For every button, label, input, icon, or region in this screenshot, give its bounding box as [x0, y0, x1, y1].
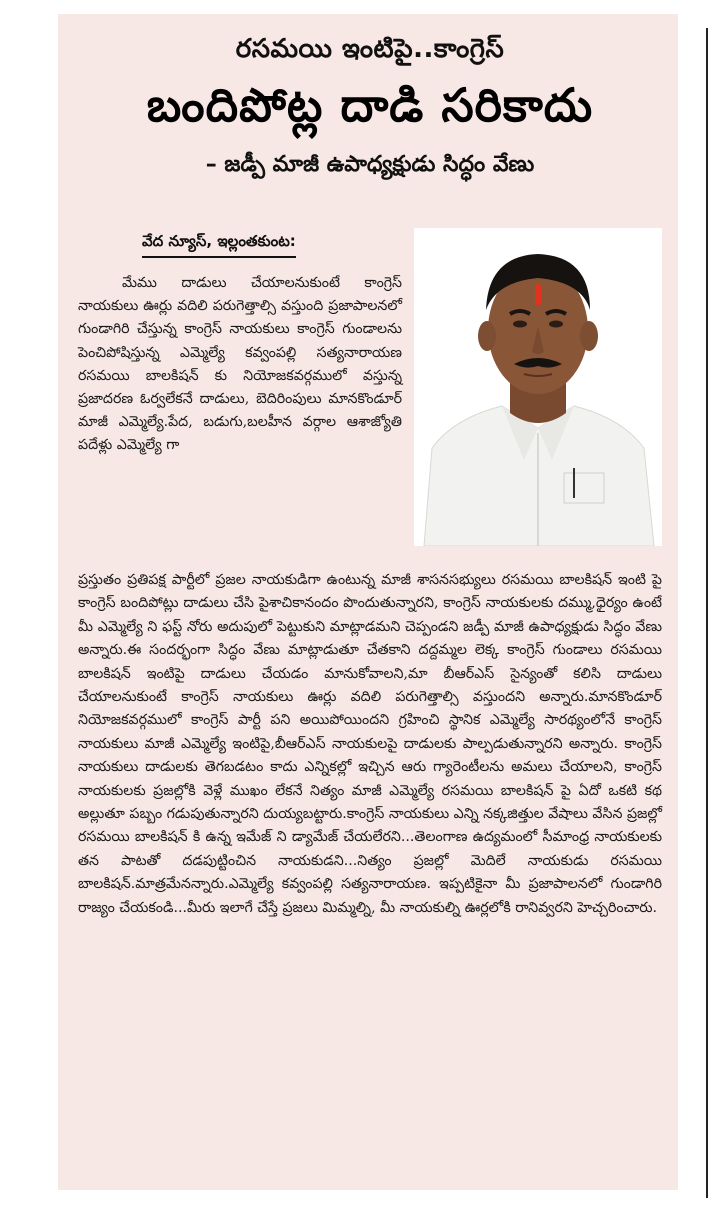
article-byline: వేద న్యూస్, ఇల్లంతకుంట:: [142, 232, 296, 258]
article-subhead: – జడ్పీ మాజీ ఉపాధ్యక్షుడు సిద్ధం వేణు: [205, 152, 535, 177]
news-article: [58, 14, 678, 1190]
person-photo: [414, 228, 662, 546]
portrait-illustration: [414, 228, 662, 546]
column-divider: [706, 28, 708, 1198]
article-kicker: రసమయి ఇంటిపై..కాంగ్రెస్: [235, 34, 505, 64]
article-headline: బందిపోట్ల దాడి సరికాదు: [146, 78, 594, 132]
article-body-main: ప్రస్తుతం ప్రతిపక్ష పార్టీలో ప్రజల నాయకుడిగా ఉంటున్న మాజీ శాసనసభ్యులు రసమయి బాలకిషన్ ఇంటి పై కాంగ్రెస్ బందిపోట్లు దాడులు చేసి పైశాచికానందం పొందుతున్నారని, కాంగ్రెస్ నాయకులకు దమ్ము,ధైర్యం ఉంటే మీ ఎమ్మెల్యే ని ఫస్ట్ నోరు అదుపులో పెట్టుకుని మాట్లాడమని చెప్పండని జడ్పీ మాజీ ఉపాధ్యక్షుడు సిద్ధం వేణు అన్నారు.ఈ సందర్భంగా సిద్ధం వేణు మాట్లాడుతూ చేతకాని దద్దమ్మల లెక్క కాంగ్రెస్ గుండాలు రసమయి బాలకిషన్ ఇంటిపై దాడులు చేయడం మానుకోవాలని,మా బీఆర్ఎస్ సైన్యంతో కలిసి దాడులు చేయాలనుకుంటే కాంగ్రెస్ నాయకులు ఊర్లు వదిలి పరుగెత్తాల్సి వస్తుందని అన్నారు.మానకొండూర్ నియోజకవర్గములో కాంగ్రెస్ పార్టీ పని అయిపోయిందని గ్రహించి స్థానిక ఎమ్మెల్యే సారథ్యంలోనే కాంగ్రెస్ నాయకులు మాజీ ఎమ్మెల్యే ఇంటిపై,బీఆర్ఎస్ నాయకులపై దాడులకు పాల్పడుతున్నారని అన్నారు. కాంగ్రెస్ నాయకులు దాడులకు తెగబడటం కాదు ఎన్నికల్లో ఇచ్చిన ఆరు గ్యారెంటీలను అమలు చేయాలని, కాంగ్రెస్ నాయకులకు ప్రజల్లోకి వెళ్లే ముఖం లేకనే నిత్యం మాజీ ఎమ్మెల్యే రసమయి బాలకిషన్ పై ఏదో ఒకటి కథ అల్లుతూ పబ్బం గడుపుతున్నారని దుయ్యబట్టారు.కాంగ్రెస్ నాయకులు ఎన్ని నక్కజిత్తుల వేషాలు వేసిన ప్రజల్లో రసమయి బాలకిషన్ కి ఉన్న ఇమేజ్ ని డ్యామేజ్ చేయలేరని...తెలంగాణ ఉద్యమంలో సీమాంధ్ర నాయకులకు తన పాటతో దడపుట్టించిన నాయకుడని...నిత్యం ప్రజల్లో మెదిలే నాయకుడు రసమయి బాలకిషన్.మాత్రమేనన్నారు.ఎమ్మెల్యే కవ్వంపల్లి సత్యనారాయణ. ఇప్పటికైనా మీ ప్రజాపాలనలో గుండాగిరి రాజ్యం చేయకండి...మీరు ఇలాగే చేస్తే ప్రజలు మిమ్మల్ని, మీ నాయకుల్ని ఊర్లలోకి రానివ్వరని హెచ్చరించారు.: [78, 572, 662, 916]
article-body-intro: మేము దాడులు చేయాలనుకుంటే కాంగ్రెస్ నాయకులు ఊర్లు వదిలి పరుగెత్తాల్సి వస్తుంది ప్రజాపాలనలో గుండాగిరి చేస్తున్న కాంగ్రెస్ నాయకులు కాంగ్రెస్ గుండాలను పెంచిపోషిస్తున్న ఎమ్మెల్యే కవ్వంపల్లి సత్యనారాయణ రసమయి బాలకిషన్ కు నియోజకవర్గములో వస్తున్న ప్రజాదరణ ఓర్వలేకనే దాడులు, బెదిరింపులు మానకొండూర్ మాజీ ఎమ్మెల్యే.పేద, బడుగు,బలహీన వర్గాల ఆశాజ్యోతి పదేళ్లు ఎమ్మెల్యే గా: [78, 275, 402, 454]
